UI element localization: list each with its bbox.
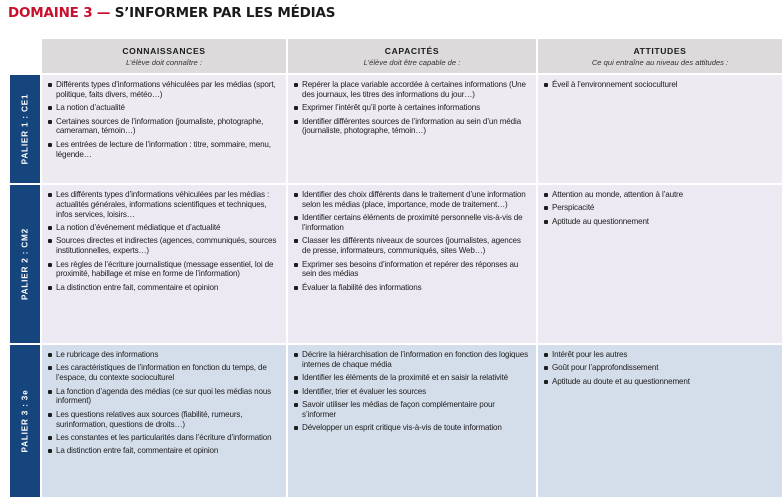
- list-item: Aptitude au doute et au questionnement: [544, 377, 776, 387]
- list-item: Repérer la place variable accordée à certaines informations (Une des journaux, les titres des informations du jour…): [294, 80, 530, 100]
- list-item: Les questions relatives aux sources (fiabilité, rumeurs, surinformation, questions de droits…): [48, 410, 280, 430]
- connaissances-cell: [42, 185, 286, 343]
- list-item: Identifier certains éléments de proximité personnelle vis-à-vis de l’information: [294, 213, 530, 233]
- capacites-list: [294, 350, 530, 433]
- palier-label: PALIER 2 : CM2: [20, 227, 30, 301]
- list-item: Perspicacité: [544, 203, 776, 213]
- list-item: Attention au monde, attention à l’autre: [544, 190, 776, 200]
- capacites-cell: [288, 75, 536, 183]
- attitudes-cell: [538, 185, 782, 343]
- table-corner: [10, 39, 40, 73]
- capacites-cell: [288, 185, 536, 343]
- palier-label-band: [10, 75, 40, 183]
- list-item: Sources directes et indirectes (agences, communiqués, sources institutionnelles, experts…): [48, 236, 280, 256]
- domain-number: DOMAINE 3: [8, 5, 93, 21]
- capacites-list: [294, 190, 530, 293]
- palier-label: PALIER 3 : 3e: [20, 389, 30, 453]
- list-item: Différents types d’informations véhiculées par les médias (sport, politique, faits divers, météo…): [48, 80, 280, 100]
- connaissances-list: [48, 80, 280, 159]
- list-item: Exprimer l’intérêt qu’il porte à certaines informations: [294, 103, 530, 113]
- list-item: Classer les différents niveaux de sources (journalistes, agences de presse, informateurs, communiqués, sites Web…): [294, 236, 530, 256]
- list-item: Identifier les éléments de la proximité et en saisir la relativité: [294, 373, 530, 383]
- attitudes-cell: [538, 75, 782, 183]
- attitudes-cell: [538, 345, 782, 497]
- list-item: Les caractéristiques de l’information en fonction du temps, de l’espace, du contexte socioculturel: [48, 363, 280, 383]
- palier-label-band: [10, 185, 40, 343]
- connaissances-cell: [42, 345, 286, 497]
- list-item: Identifier différentes sources de l’information au sein d’un média (journaliste, photographe, témoin…): [294, 117, 530, 137]
- domain-name: S’INFORMER PAR LES MÉDIAS: [114, 5, 336, 21]
- attitudes-list: [544, 350, 776, 387]
- list-item: Éveil à l’environnement socioculturel: [544, 80, 776, 90]
- list-item: Aptitude au questionnement: [544, 217, 776, 227]
- connaissances-list: [48, 190, 280, 293]
- column-heading: CAPACITÉS: [384, 45, 440, 56]
- palier-row-1: [10, 75, 782, 183]
- attitudes-list: [544, 80, 776, 90]
- list-item: Certaines sources de l’information (journaliste, photographe, cameraman, témoin…): [48, 117, 280, 137]
- list-item: La distinction entre fait, commentaire et opinion: [48, 283, 280, 293]
- column-header-capacites: [288, 39, 536, 73]
- attitudes-list: [544, 190, 776, 227]
- list-item: Le rubricage des informations: [48, 350, 280, 360]
- column-subheading: L’élève doit être capable de :: [363, 57, 461, 67]
- column-heading: CONNAISSANCES: [122, 45, 206, 56]
- list-item: Les différents types d’informations véhiculées par les médias : actualités générales, informations scientifiques et techniques, infos services, loisirs…: [48, 190, 280, 219]
- column-subheading: Ce qui entraîne au niveau des attitudes :: [591, 57, 729, 67]
- palier-row-3: [10, 345, 782, 497]
- list-item: Les entrées de lecture de l’information : titre, sommaire, menu, légende…: [48, 140, 280, 160]
- column-heading: ATTITUDES: [633, 45, 687, 56]
- page-title: [8, 5, 335, 21]
- capacites-cell: [288, 345, 536, 497]
- palier-label-band: [10, 345, 40, 497]
- list-item: Les règles de l’écriture journalistique (message essentiel, loi de proximité, habillage et mise en forme de l’information): [48, 260, 280, 280]
- connaissances-cell: [42, 75, 286, 183]
- list-item: Développer un esprit critique vis-à-vis de toute information: [294, 423, 530, 433]
- list-item: La notion d’événement médiatique et d’actualité: [48, 223, 280, 233]
- competency-table: [8, 37, 784, 499]
- list-item: Savoir utiliser les médias de façon complémentaire pour s’informer: [294, 400, 530, 420]
- title-dash: —: [96, 5, 111, 21]
- list-item: La distinction entre fait, commentaire et opinion: [48, 446, 280, 456]
- column-header-attitudes: [538, 39, 782, 73]
- list-item: Identifier, trier et évaluer les sources: [294, 387, 530, 397]
- list-item: Goût pour l’approfondissement: [544, 363, 776, 373]
- palier-label: PALIER 1 : CE1: [20, 93, 30, 165]
- column-subheading: L’élève doit connaître :: [126, 57, 202, 67]
- list-item: Identifier des choix différents dans le traitement d’une information selon les médias (place, importance, mode de traitement…): [294, 190, 530, 210]
- list-item: La fonction d’agenda des médias (ce sur quoi les médias nous informent): [48, 387, 280, 407]
- list-item: Intérêt pour les autres: [544, 350, 776, 360]
- palier-row-2: [10, 185, 782, 343]
- list-item: La notion d’actualité: [48, 103, 280, 113]
- list-item: Les constantes et les particularités dans l’écriture d’information: [48, 433, 280, 443]
- capacites-list: [294, 80, 530, 136]
- list-item: Décrire la hiérarchisation de l’information en fonction des logiques internes de chaque média: [294, 350, 530, 370]
- list-item: Exprimer ses besoins d’information et repérer des réponses au sein des médias: [294, 260, 530, 280]
- list-item: Évaluer la fiabilité des informations: [294, 283, 530, 293]
- connaissances-list: [48, 350, 280, 456]
- column-header-connaissances: [42, 39, 286, 73]
